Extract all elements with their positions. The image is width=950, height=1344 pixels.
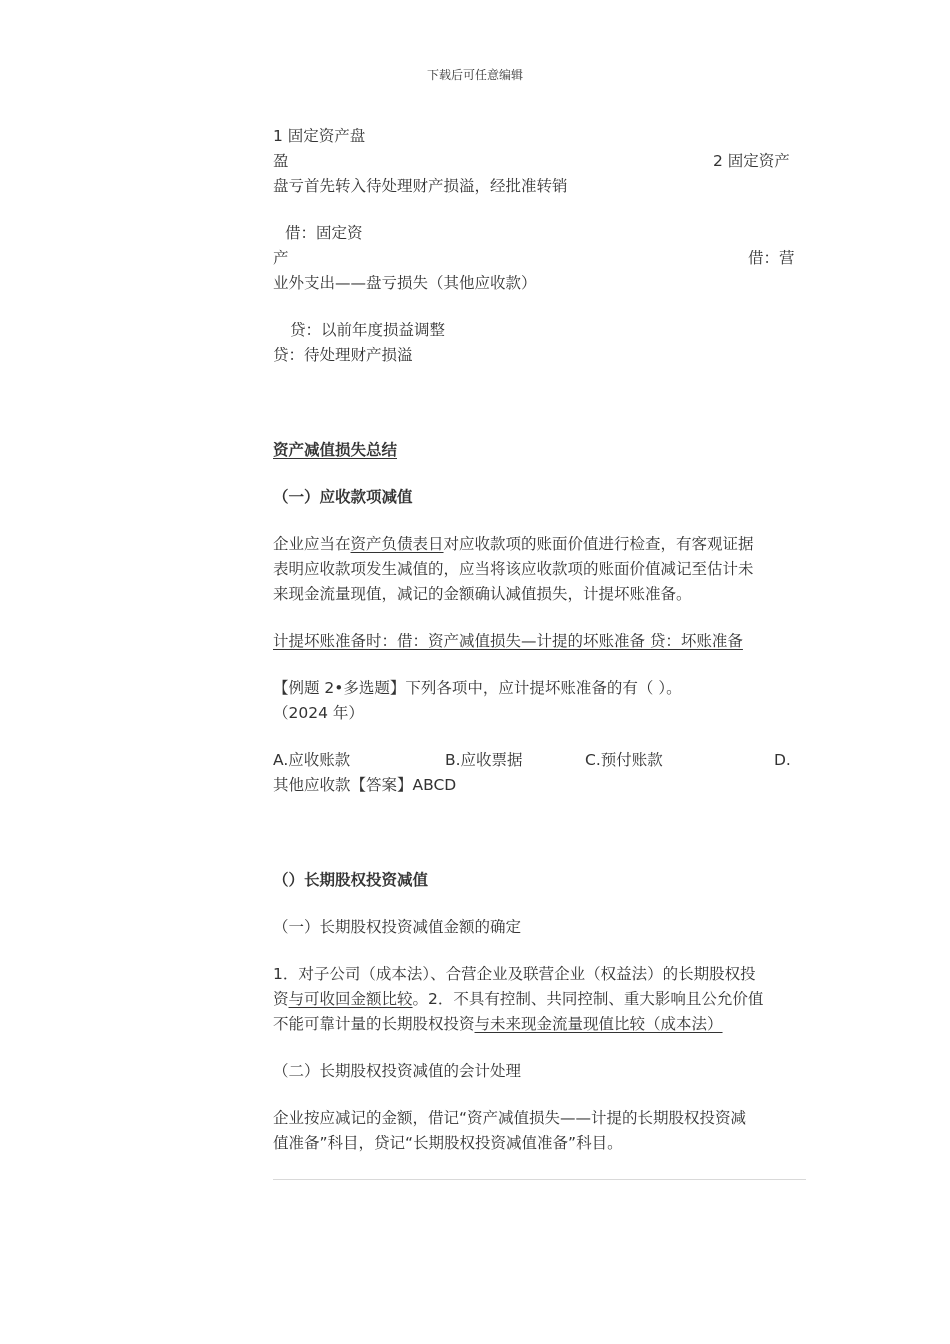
recoverable-amount-link: 与可收回金额比较 [288, 990, 413, 1008]
balance-sheet-date-link: 资产负债表日 [350, 535, 444, 553]
section2-para2-line1: 企业按应减记的金额，借记“资产减值损失——计提的长期股权投资减 [273, 1109, 747, 1127]
para-pre: 企业应当在 [273, 535, 351, 553]
transfer-line: 盘亏首先转入待处理财产损溢，经批准转销 [273, 177, 568, 195]
section1-title: （一）应收款项减值 [273, 488, 413, 506]
section2-para1-line1: 1．对子公司（成本法）、合营企业及联营企业（权益法）的长期股权投 [273, 965, 756, 983]
item2-start: 2 固定资产 [713, 152, 790, 170]
debit1-line-b: 产 [273, 249, 289, 267]
option-a: A.应收账款 [273, 751, 351, 769]
p1-l2-b: 。2．不具有控制、共同控制、重大影响且公允价值 [412, 990, 764, 1008]
section2-para1-line2 [273, 987, 763, 1012]
para-post: 对应收款项的账面价值进行检查，有客观证据 [443, 535, 754, 553]
p1-l3-a: 不能可靠计量的长期股权投资 [273, 1015, 475, 1033]
option-b: B.应收票据 [445, 751, 523, 769]
section2-para1-line3 [273, 1012, 723, 1037]
item1-line2: 盈 [273, 152, 289, 170]
section2-sub1: （一）长期股权投资减值金额的确定 [273, 918, 522, 936]
credit2-line: 贷：待处理财产损溢 [273, 346, 413, 364]
section2-para2-line2: 值准备”科目，贷记“长期股权投资减值准备”科目。 [273, 1134, 623, 1152]
credit1-line: 贷：以前年度损益调整 [290, 321, 446, 339]
section2-sub2: （二）长期股权投资减值的会计处理 [273, 1062, 522, 1080]
summary-title: 资产减值损失总结 [273, 441, 398, 459]
bad-debt-entry: 计提坏账准备时：借：资产减值损失—计提的坏账准备 贷：坏账准备 [273, 632, 743, 650]
section1-para-line1 [273, 532, 754, 557]
future-cashflow-link: 与未来现金流量现值比较（成本法） [474, 1015, 723, 1033]
section1-para-line3: 来现金流量现值，减记的金额确认减值损失，计提坏账准备。 [273, 585, 692, 603]
page-header: 下载后可任意编辑 [426, 68, 523, 82]
option-c: C.预付账款 [585, 751, 663, 769]
debit2-line: 业外支出——盘亏损失（其他应收款） [273, 274, 537, 292]
example-line1: 【例题 2•多选题】下列各项中，应计提坏账准备的有（ ）。 [273, 679, 682, 697]
section2-title: （）长期股权投资减值 [273, 871, 429, 889]
p1-l2-a: 资 [273, 990, 289, 1008]
item1-line1: 1 固定资产盘 [273, 127, 366, 145]
debit2-start: 借：营 [748, 249, 795, 267]
option-d-answer: 其他应收款【答案】ABCD [273, 776, 457, 794]
section1-para-line2: 表明应收款项发生减值的，应当将该应收款项的账面价值减记至估计未 [273, 560, 754, 578]
bottom-divider [273, 1179, 806, 1180]
option-d: D. [774, 751, 791, 769]
debit1-line-a: 借：固定资 [285, 224, 363, 242]
example-line2: （2024 年） [273, 704, 364, 722]
